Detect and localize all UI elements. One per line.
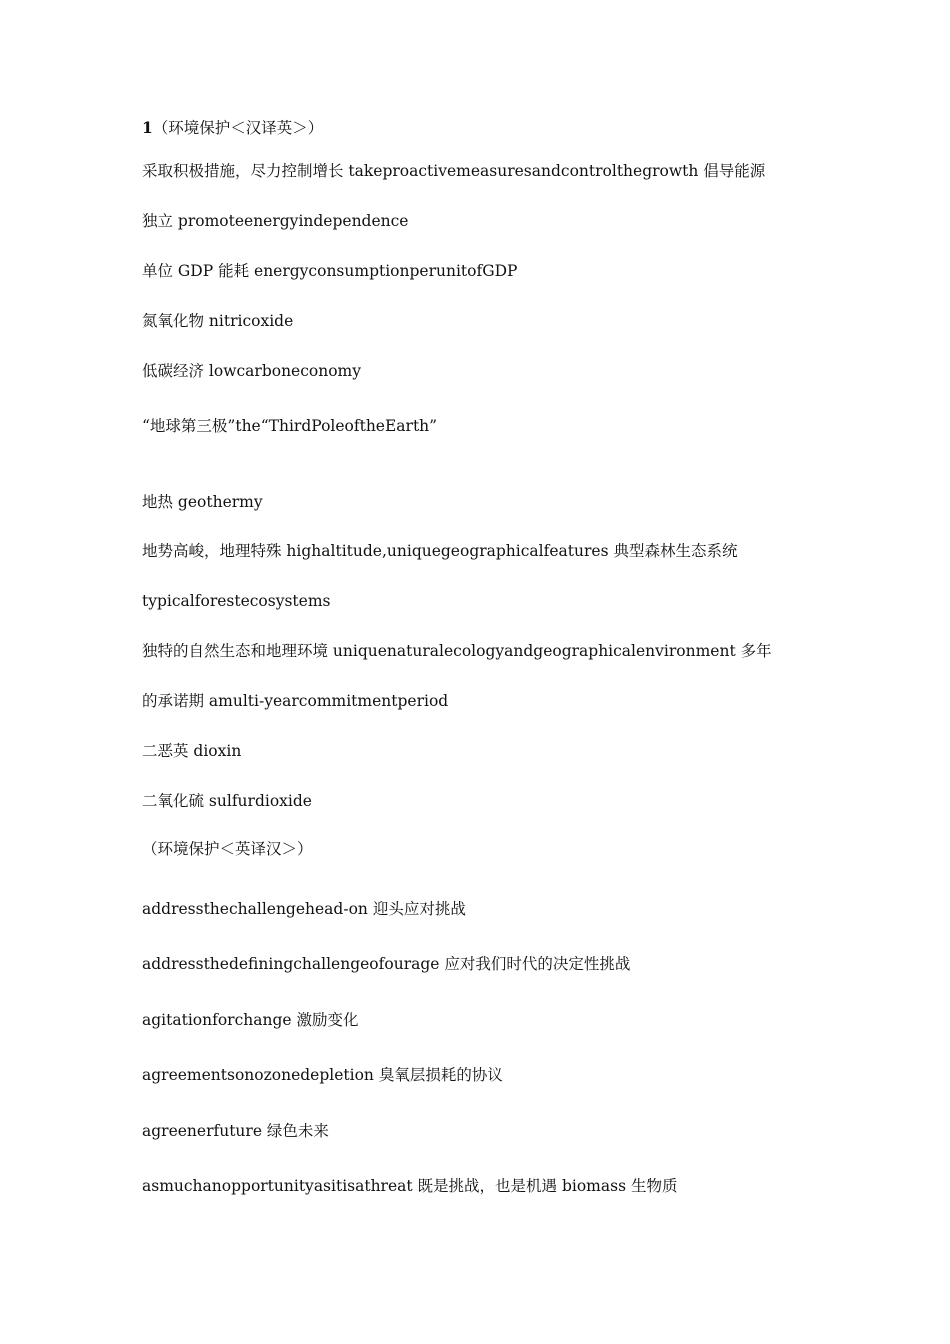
text-line: 地热 geothermy <box>142 493 263 511</box>
text-line: addressthedefiningchallengeofourage 应对我们时代的决定性挑战 <box>142 955 631 973</box>
text-line: agitationforchange 激励变化 <box>142 1011 359 1029</box>
section-heading-en-cn: （环境保护＜英译汉＞） <box>142 840 313 858</box>
text-line: 二氧化硫 sulfurdioxide <box>142 792 312 810</box>
section-title: （环境保护＜汉译英＞） <box>152 119 324 137</box>
text-line: asmuchanopportunityasitisathreat 既是挑战，也是机遇 biomass 生物质 <box>142 1177 678 1195</box>
text-line: 独立 promoteenergyindependence <box>142 212 409 230</box>
text-line: 的承诺期 amulti-yearcommitmentperiod <box>142 692 449 710</box>
text-line: 氮氧化物 nitricoxide <box>142 312 294 330</box>
text-line: 采取积极措施，尽力控制增长 takeproactivemeasuresandcontrolthegrowth 倡导能源 <box>142 162 766 180</box>
text-line: “地球第三极”the“ThirdPoleoftheEarth” <box>142 417 438 435</box>
text-line: 低碳经济 lowcarboneconomy <box>142 362 362 380</box>
text-line: typicalforestecosystems <box>142 592 331 610</box>
text-line: 单位 GDP 能耗 energyconsumptionperunitofGDP <box>142 262 518 280</box>
text-line: addressthechallengehead-on 迎头应对挑战 <box>142 900 466 918</box>
text-line: agreementsonozonedepletion 臭氧层损耗的协议 <box>142 1066 503 1084</box>
text-line: 独特的自然生态和地理环境 uniquenaturalecologyandgeographicalenvironment 多年 <box>142 642 772 660</box>
text-line: agreenerfuture 绿色未来 <box>142 1122 329 1140</box>
text-line: 地势高峻，地理特殊 highaltitude,uniquegeographicalfeatures 典型森林生态系统 <box>142 542 738 560</box>
section-heading-cn-en <box>142 118 323 138</box>
text-line: 二恶英 dioxin <box>142 742 242 760</box>
section-number: 1 <box>142 118 153 137</box>
